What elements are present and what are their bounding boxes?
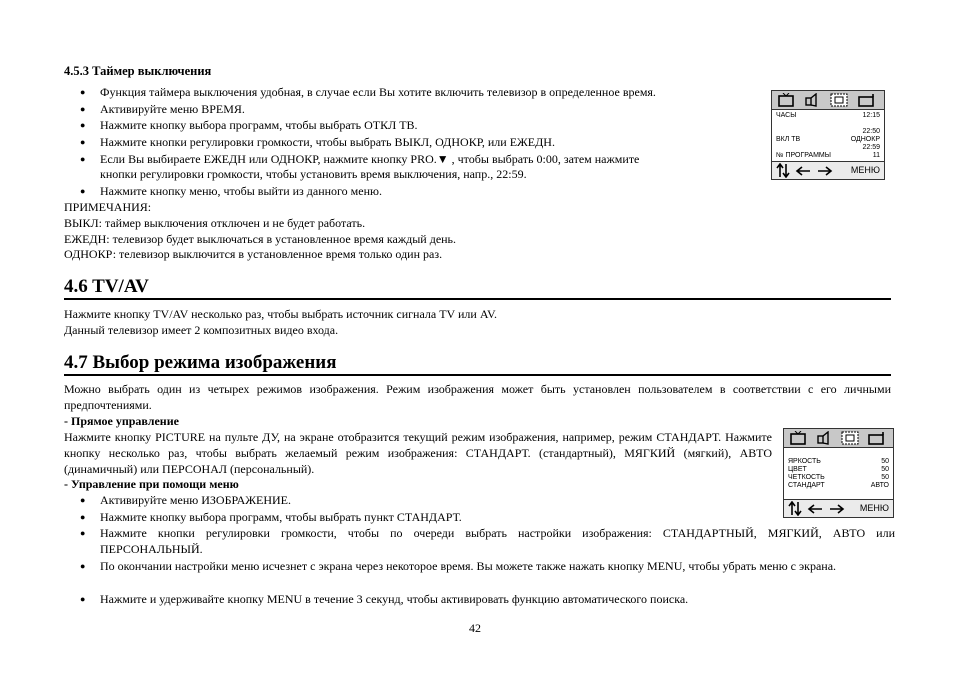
bullet-icon: ● (80, 154, 86, 164)
bullet-icon: ● (80, 137, 86, 147)
tv-icon (778, 93, 794, 107)
bullet-icon: ● (80, 594, 86, 604)
note-line: ЕЖЕДН: телевизор будет выключаться в установленное время каждый день. (64, 232, 457, 246)
navigation-arrows-icon (776, 163, 836, 178)
menu-label: МЕНЮ (859, 503, 889, 513)
list-item: Активируйте меню ВРЕМЯ. (100, 102, 245, 116)
bullet-icon: ● (80, 561, 86, 571)
menu-nav-bar (784, 499, 893, 517)
paragraph-line: Нажмите кнопку TV/AV несколько раз, чтобы выбрать источник сигнала TV или AV. (64, 307, 498, 321)
clock-icon (868, 431, 886, 445)
picture-icon (830, 93, 848, 107)
list-item: Нажмите кнопки регулировки громкости, чтобы по очереди выбрать настройки изображения: СТАНДАРТНЫЙ, МЯГКИЙ, АВТО или ПЕРСОНАЛЬНЫЙ. (100, 526, 895, 556)
section-divider (64, 298, 891, 300)
bullet-icon: ● (80, 87, 86, 97)
list-item: Нажмите кнопки регулировки громкости, чтобы выбрать ВЫКЛ, ОДНОКР, или ЕЖЕДН. (100, 135, 555, 149)
notes-title: ПРИМЕЧАНИЯ: (64, 200, 152, 214)
navigation-arrows-icon (788, 501, 848, 516)
direct-control-paragraph: Нажмите кнопку PICTURE на пульте ДУ, на экране отобразится текущий режим изображения, например, режим СТАНДАРТ. Нажмите кнопку несколько раз, чтобы выбрать желаемый режим изображения: СТАНДАРТ. (стандартный), МЯГКИЙ (мягкий), АВТО (динамичный) или ПЕРСОНАЛ (персональный). (64, 430, 772, 476)
clock-icon (858, 93, 876, 107)
menu-icon-bar (772, 91, 884, 110)
list-item: Нажмите и удерживайте кнопку MENU в течение 3 секунд, чтобы активировать функцию автоматического поиска. (100, 592, 689, 606)
bullet-icon: ● (80, 512, 86, 522)
picture-icon (841, 431, 859, 445)
sound-icon (816, 431, 832, 445)
list-item: По окончании настройки меню исчезнет с экрана через некоторое время. Вы можете также нажать кнопку MENU, чтобы убрать меню с экрана. (100, 559, 837, 573)
bullet-icon: ● (80, 186, 86, 196)
section-title-4-7: 4.7 Выбор режима изображения (64, 352, 337, 373)
note-line: ВЫКЛ: таймер выключения отключен и не будет работать. (64, 216, 366, 230)
menu-icon-bar (784, 429, 893, 448)
bullet-icon: ● (80, 104, 86, 114)
section-title-4-5-3: 4.5.3 Таймер выключения (64, 64, 212, 78)
direct-control-title: - Прямое управление (64, 414, 179, 428)
menu-nav-bar (772, 161, 884, 179)
section-divider (64, 374, 891, 376)
list-item: Если Вы выбираете ЕЖЕДН или ОДНОКР, нажмите кнопку PRO.▼ , чтобы выбрать 0:00, затем нажмите (100, 152, 640, 166)
bullet-icon: ● (80, 528, 86, 538)
note-line: ОДНОКР: телевизор выключится в установленное время только один раз. (64, 247, 443, 261)
paragraph-line: Данный телевизор имеет 2 композитных видео входа. (64, 323, 339, 337)
menu-label: МЕНЮ (850, 165, 880, 175)
bullet-icon: ● (80, 120, 86, 130)
timer-menu-screen: ЧАСЫ 12:15 ОТКЛ ТВ ЕЖЕДН 22:50 ВКЛ ТВ ОДНОКР 22:59 № ПРОГРАММЫ 11 МЕНЮ (771, 90, 885, 180)
list-item: Нажмите кнопку меню, чтобы выйти из данного меню. (100, 184, 382, 198)
tv-icon (790, 431, 806, 445)
bullet-icon: ● (80, 495, 86, 505)
menu-control-title: - Управление при помощи меню (64, 477, 239, 491)
picture-menu-screen: КОНТРАСТНОСТЬ 90 ЯРКОСТЬ 50 ЦВЕТ 50 ЧЕТКОСТЬ 50 СТАНДАРТ АВТО МЕНЮ (783, 428, 894, 518)
section-title-4-6: 4.6 TV/AV (64, 276, 149, 297)
intro-paragraph: Можно выбрать один из четырех режимов изображения. Режим изображения может быть установлен пользователем в соответствии с его личными предпочтениями. (64, 382, 891, 412)
list-item: Активируйте меню ИЗОБРАЖЕНИЕ. (100, 493, 292, 507)
list-item: Нажмите кнопку выбора программ, чтобы выбрать ОТКЛ ТВ. (100, 118, 418, 132)
list-item-continuation: кнопки регулировки громкости, чтобы установить время выключения, напр., 22:59. (100, 167, 527, 181)
list-item: Нажмите кнопку выбора программ, чтобы выбрать пункт СТАНДАРТ. (100, 510, 462, 524)
list-item: Функция таймера выключения удобная, в случае если Вы хотите включить телевизор в определенное время. (100, 85, 656, 99)
sound-icon (804, 93, 820, 107)
page-number: 42 (469, 621, 481, 635)
